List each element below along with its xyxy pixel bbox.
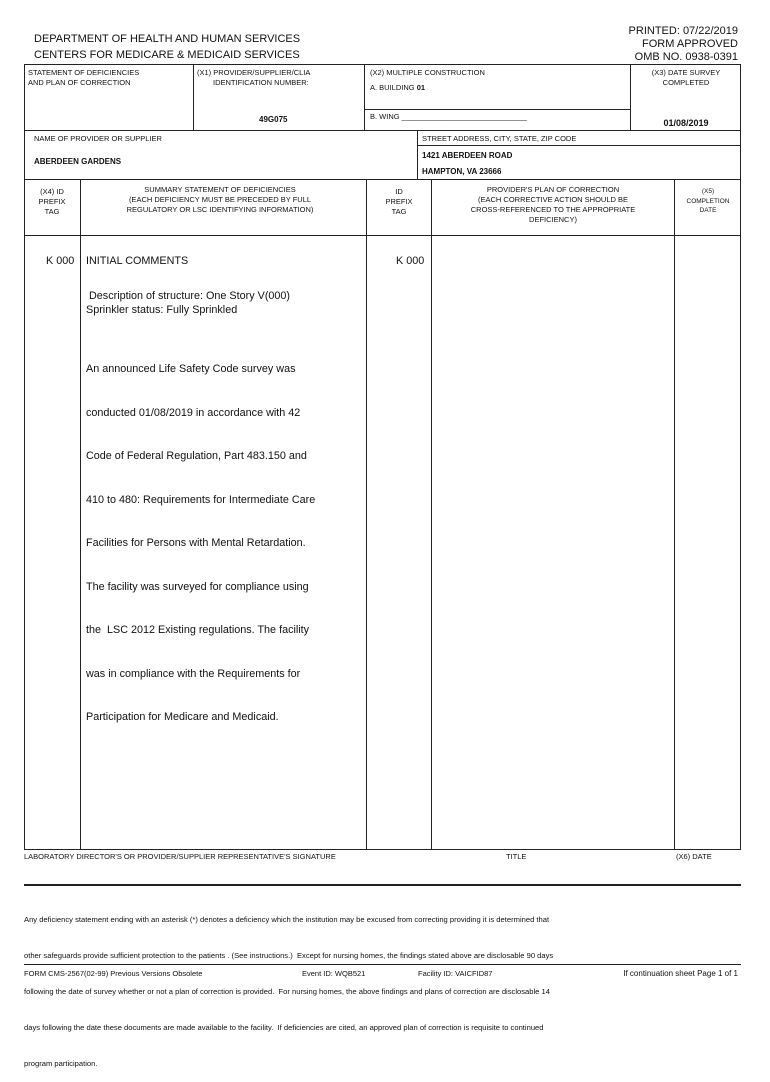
entry-heading: INITIAL COMMENTS <box>86 255 189 267</box>
address-label: STREET ADDRESS, CITY, STATE, ZIP CODE <box>422 134 577 143</box>
structure-description: Description of structure: One Story V(000) <box>86 290 291 302</box>
event-id: Event ID: WQB521 <box>302 969 366 978</box>
address-line1: 1421 ABERDEEN ROAD <box>422 151 513 160</box>
top-border <box>24 64 741 65</box>
sprinkler-status: Sprinkler status: Fully Sprinkled <box>86 304 238 316</box>
form-approved: FORM APPROVED <box>642 38 738 50</box>
x4-header: (X4) ID PREFIX TAG <box>38 187 66 216</box>
provider-id: 49G075 <box>259 115 288 124</box>
building-label: A. BUILDING <box>370 83 415 92</box>
x5-header: (X5) COMPLETION DATE <box>686 188 730 214</box>
agency-name: DEPARTMENT OF HEALTH AND HUMAN SERVICES <box>34 33 301 45</box>
x1-label: (X1) PROVIDER/SUPPLIER/CLIA <box>197 68 311 77</box>
x6-date-label: (X6) DATE <box>676 852 712 861</box>
survey-date: 01/08/2019 <box>663 118 709 128</box>
director-signature-label: LABORATORY DIRECTOR'S OR PROVIDER/SUPPLIER REPRESENTATIVE'S SIGNATURE <box>24 852 336 861</box>
wing-label: B. WING ______________________________ <box>370 112 527 121</box>
omb-number: OMB NO. 0938-0391 <box>634 51 738 63</box>
title-label: TITLE <box>506 852 527 861</box>
facility-id: Facility ID: VAICFID87 <box>418 969 493 978</box>
provider-name-label: NAME OF PROVIDER OR SUPPLIER <box>34 134 162 143</box>
x3-label: (X3) DATE SURVEY <box>651 68 721 77</box>
x3-label-2: COMPLETED <box>662 78 710 87</box>
summary-header: SUMMARY STATEMENT OF DEFICIENCIES (EACH DEFICIENCY MUST BE PRECEDED BY FULL REGULATORY OR LSC IDENTIFYING INFORMATION) <box>126 185 314 214</box>
tag-right: K 000 <box>396 255 425 267</box>
survey-paragraph: An announced Life Safety Code survey was conducted 01/08/2019 in accordance with 42 Code of Federal Regulation, Part 483.150 and 410 to 480: Requirements for Intermediate Care Facilities for Persons with Mental Retardation. The facility was surveyed for compliance using the LSC 2012 Existing regulations. The facility was in compliance with the Requirements for Participation for Medicare and Medicaid. <box>86 363 316 723</box>
form-number: FORM CMS-2567(02-99) Previous Versions Obsolete <box>24 969 203 978</box>
printed-date: PRINTED: 07/22/2019 <box>628 25 738 37</box>
plan-header: PROVIDER'S PLAN OF CORRECTION (EACH CORRECTIVE ACTION SHOULD BE CROSS-REFERENCED TO THE APPROPRIATE DEFICIENCY) <box>470 185 636 224</box>
disclaimer: Any deficiency statement ending with an asterisk (*) denotes a deficiency which the institution may be excused from correcting providing it is determined that other safeguards provide sufficient protection to the patients . (See instructions.) Except for nursing homes, the findings stated above are disclosable 90 days following the date of survey whether or not a plan of correction is provided. For nursing homes, the above findings and plans of correction are disclosable 14 days following the date these documents are made available to the facility. If deficiencies are cited, an approved plan of correction is requisite to continued program participation. <box>24 915 554 1068</box>
agency-subname: CENTERS FOR MEDICARE & MEDICAID SERVICES <box>34 49 300 61</box>
x1-label-2: IDENTIFICATION NUMBER: <box>213 78 309 87</box>
building-value: 01 <box>416 83 426 92</box>
tag-left: K 000 <box>46 255 75 267</box>
x2-label: (X2) MULTIPLE CONSTRUCTION <box>370 68 485 77</box>
statement-label: STATEMENT OF DEFICIENCIES <box>28 68 140 77</box>
signature-divider <box>24 884 741 886</box>
address-line2: HAMPTON, VA 23666 <box>422 167 502 176</box>
statement-label-2: AND PLAN OF CORRECTION <box>28 78 131 87</box>
building-row <box>370 83 425 93</box>
id-header: ID PREFIX TAG <box>385 187 413 216</box>
continuation-page: If continuation sheet Page 1 of 1 <box>623 969 738 978</box>
provider-name: ABERDEEN GARDENS <box>34 157 122 166</box>
